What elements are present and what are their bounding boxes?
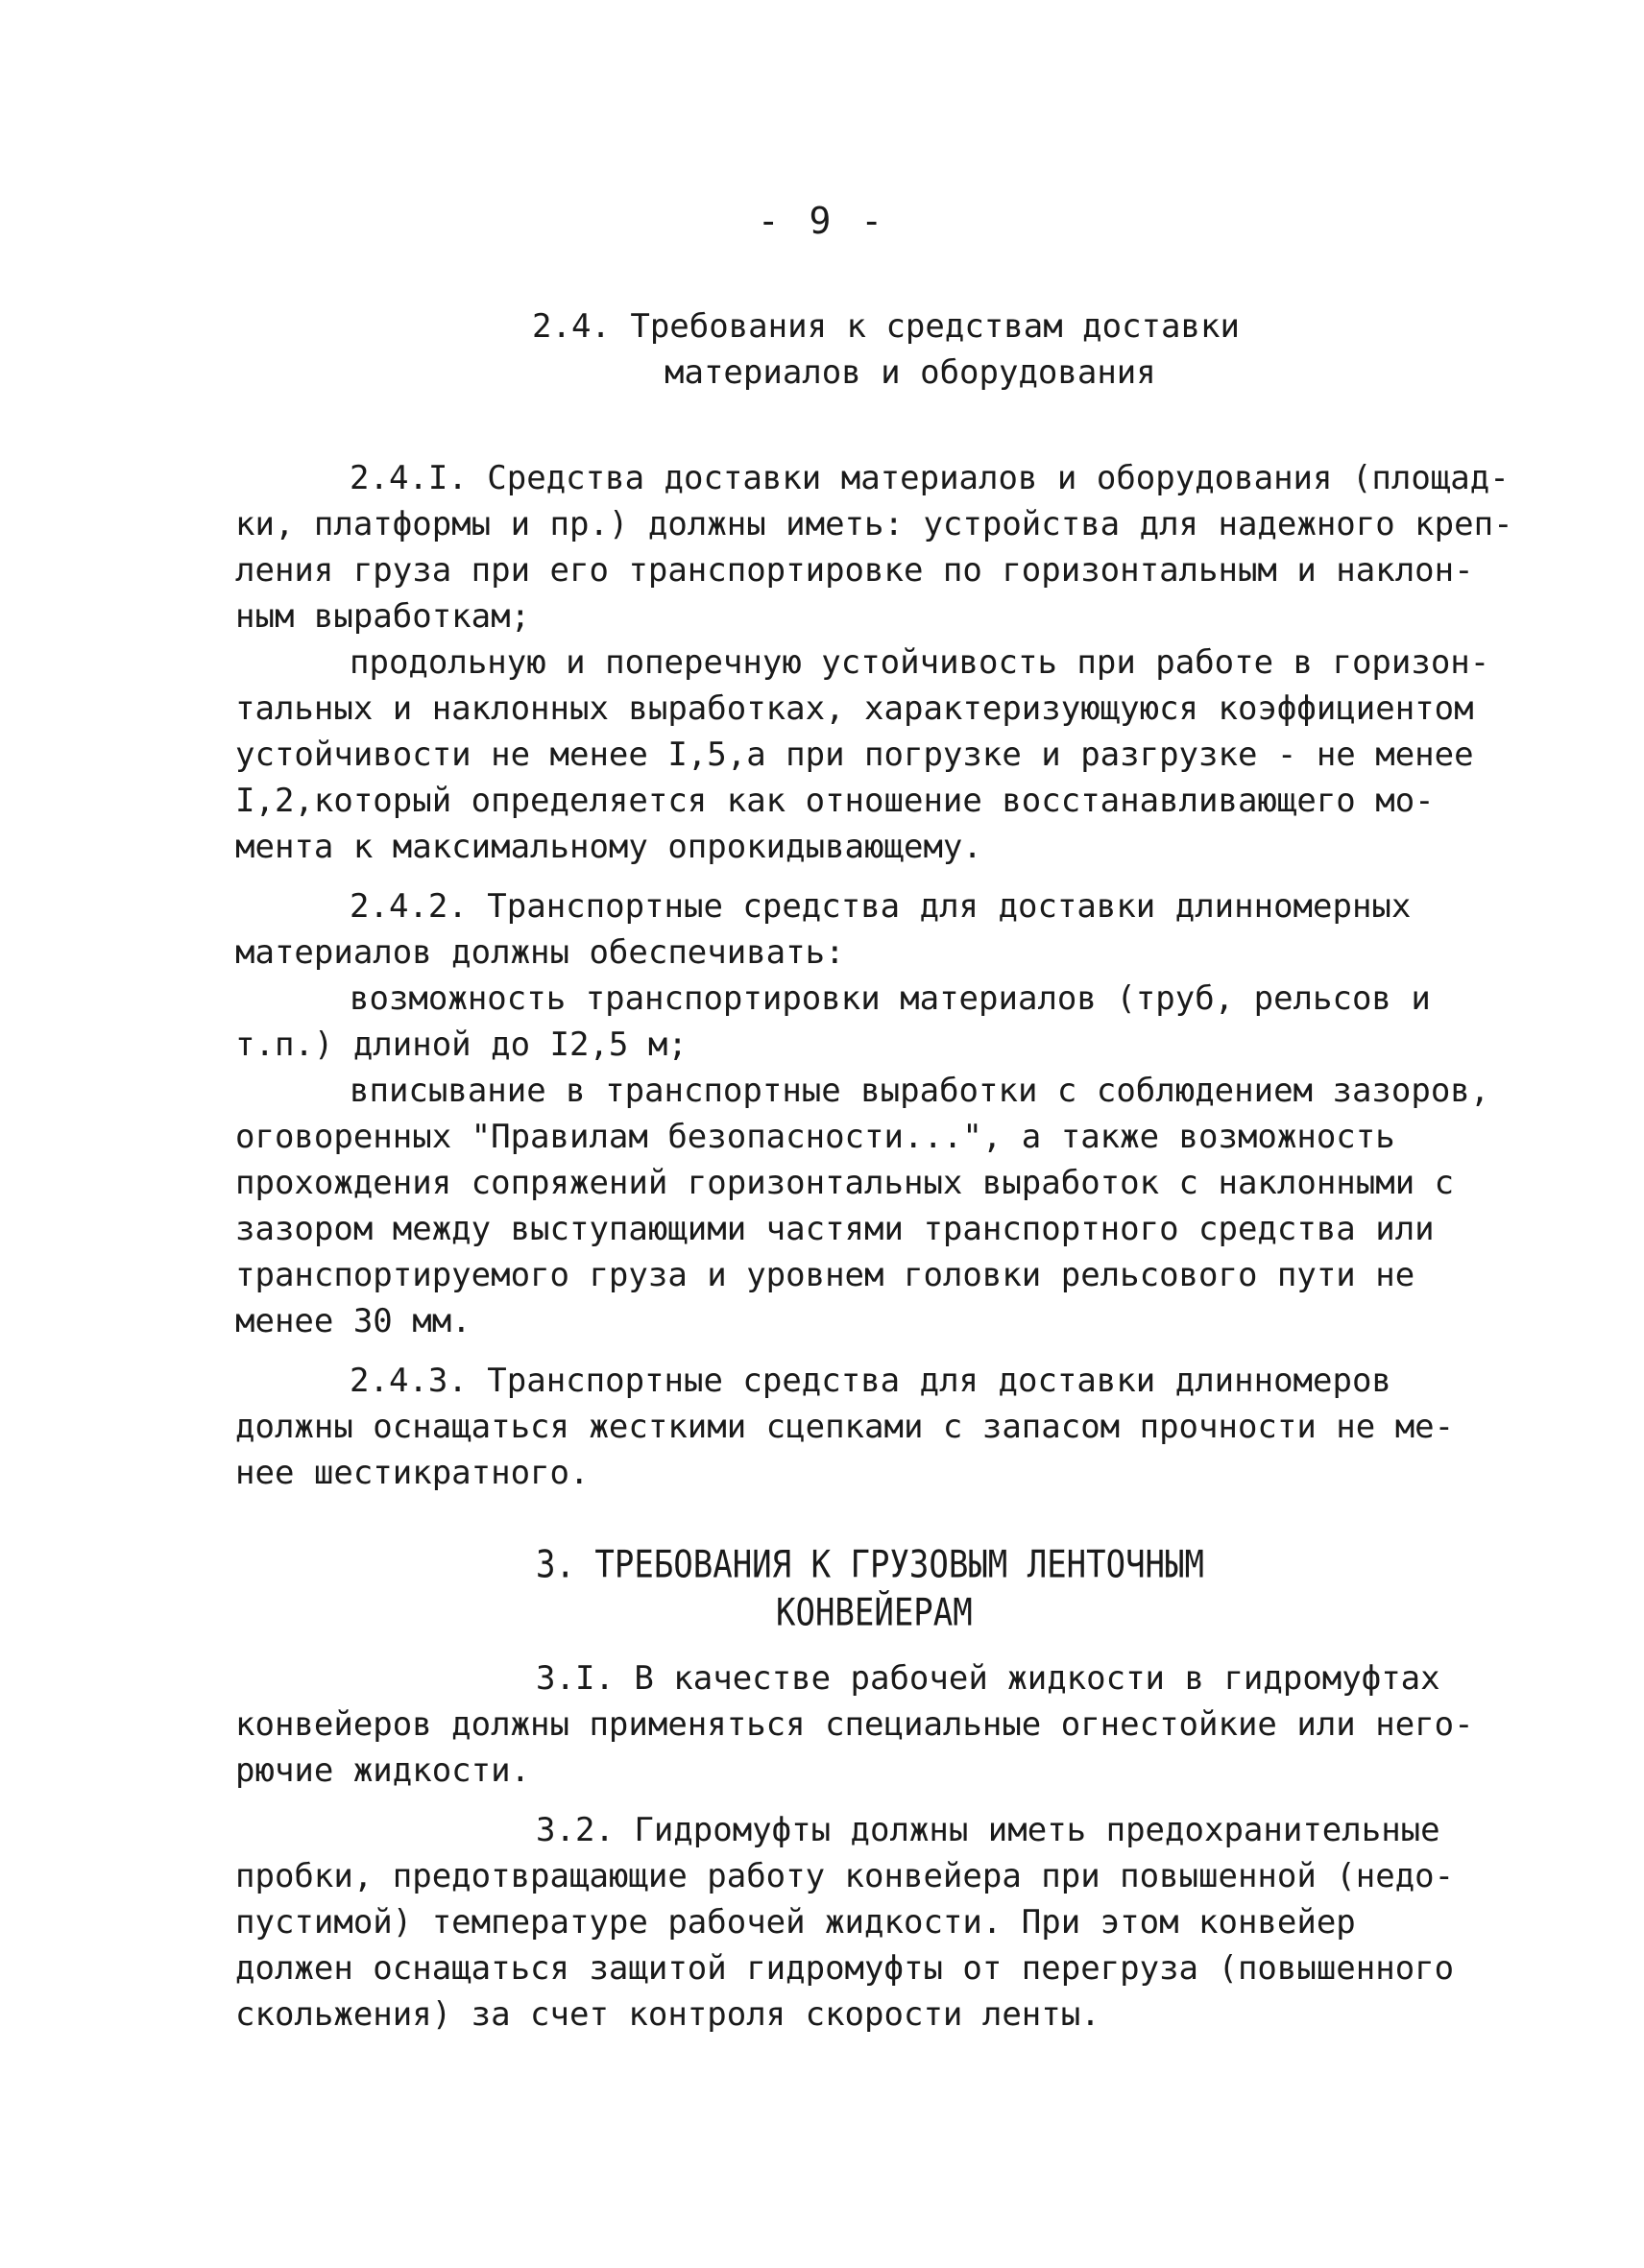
paragraph-2-4-1b-line: I,2,который определяется как отношение восстанавливающего мо- xyxy=(235,782,1435,820)
paragraph-2-4-2c-line: прохождения сопряжений горизонтальных выработок с наклонными с xyxy=(235,1164,1455,1202)
paragraph-2-4-2c-line: вписывание в транспортные выработки с соблюдением зазоров, xyxy=(350,1072,1490,1110)
paragraph-2-4-2c-line: оговоренных "Правилам безопасности...", а также возможность xyxy=(235,1118,1395,1156)
paragraph-3-2-line: пробки, предотвращающие работу конвейера при повышенной (недо- xyxy=(235,1857,1455,1895)
paragraph-2-4-1b-line: продольную и поперечную устойчивость при работе в горизон- xyxy=(350,643,1490,682)
section-2-4-heading-line1: 2.4. Требования к средствам доставки xyxy=(532,307,1240,346)
paragraph-2-4-1b-line: устойчивости не менее I,5,а при погрузке и разгрузке - не менее xyxy=(235,736,1474,774)
paragraph-3-1-line: 3.I. В качестве рабочей жидкости в гидромуфтах xyxy=(536,1659,1440,1698)
paragraph-2-4-2b-line: возможность транспортировки материалов (труб, рельсов и xyxy=(350,979,1431,1018)
paragraph-2-4-2-line: 2.4.2. Транспортные средства для доставки длинномерных xyxy=(350,887,1412,926)
paragraph-2-4-2c-line: транспортируемого груза и уровнем головки рельсового пути не xyxy=(235,1256,1415,1294)
paragraph-2-4-1-line: 2.4.I. Средства доставки материалов и оборудования (площад- xyxy=(350,459,1510,497)
paragraph-3-2-line: должен оснащаться защитой гидромуфты от перегруза (повышенного xyxy=(235,1949,1455,1988)
paragraph-2-4-3-line: 2.4.3. Транспортные средства для доставки длинномеров xyxy=(350,1362,1391,1400)
paragraph-2-4-2c-line: менее 30 мм. xyxy=(235,1302,471,1340)
paragraph-2-4-1-line: ным выработкам; xyxy=(235,597,531,636)
paragraph-3-1-line: конвейеров должны применяться специальные огнестойкие или него- xyxy=(235,1705,1474,1744)
paragraph-2-4-2-line: материалов должны обеспечивать: xyxy=(235,933,845,972)
page-number: - 9 - xyxy=(757,200,887,242)
paragraph-2-4-2b-line: т.п.) длиной до I2,5 м; xyxy=(235,1025,688,1064)
paragraph-2-4-1-line: ления груза при его транспортировке по горизонтальным и наклон- xyxy=(235,551,1474,590)
paragraph-2-4-2c-line: зазором между выступающими частями транспортного средства или xyxy=(235,1210,1435,1248)
paragraph-3-1-line: рючие жидкости. xyxy=(235,1751,531,1790)
paragraph-2-4-3-line: нее шестикратного. xyxy=(235,1454,590,1492)
section-3-heading-line1: 3. ТРЕБОВАНИЯ К ГРУЗОВЫМ ЛЕНТОЧНЫМ xyxy=(536,1543,1204,1587)
paragraph-2-4-1b-line: мента к максимальному опрокидывающему. xyxy=(235,828,982,866)
paragraph-2-4-3-line: должны оснащаться жесткими сцепками с запасом прочности не ме- xyxy=(235,1408,1455,1446)
paragraph-3-2-line: пустимой) температуре рабочей жидкости. При этом конвейер xyxy=(235,1903,1356,1942)
section-3-heading-line2: КОНВЕЙЕРАМ xyxy=(776,1591,973,1635)
section-2-4-heading-line2: материалов и оборудования xyxy=(665,353,1156,392)
paragraph-2-4-1-line: ки, платформы и пр.) должны иметь: устройства для надежного креп- xyxy=(235,505,1513,543)
paragraph-3-2-line: скольжения) за счет контроля скорости ленты. xyxy=(235,1995,1100,2034)
paragraph-2-4-1b-line: тальных и наклонных выработках, характеризующуюся коэффициентом xyxy=(235,689,1474,728)
paragraph-3-2-line: 3.2. Гидромуфты должны иметь предохранительные xyxy=(536,1811,1440,1849)
